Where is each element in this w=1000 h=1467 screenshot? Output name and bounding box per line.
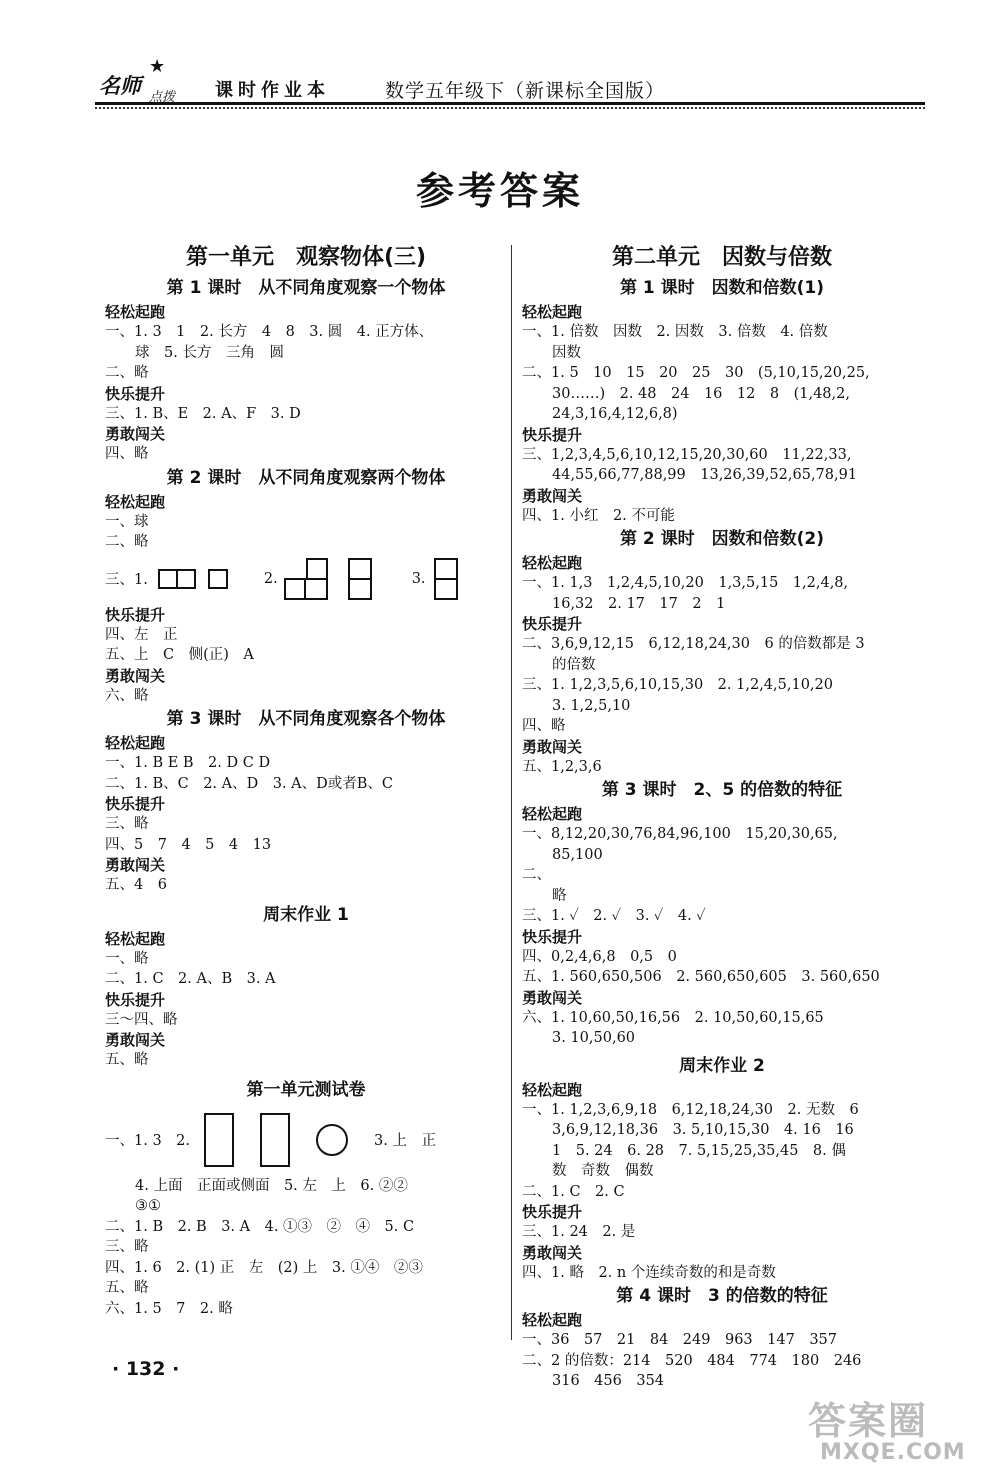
section-heading: 轻松起跑 <box>522 1311 583 1329</box>
answer-line: 二、2 的倍数：214 520 484 774 180 246 <box>522 1352 862 1369</box>
answer-line: 85,100 <box>552 846 603 863</box>
section-heading: 快乐提升 <box>522 1203 583 1221</box>
answer-line: 四、1. 6 2. (1) 正 左 (2) 上 3. ①④ ②③ <box>105 1259 423 1276</box>
section-heading: 轻松起跑 <box>105 929 166 948</box>
figure-answer-row <box>105 1104 507 1176</box>
answer-line: 略 <box>552 887 567 904</box>
answer-line: 30……) 2. 48 24 16 12 8 (1,48,2, <box>552 385 850 402</box>
answer-line: 四、1. 略 2. n 个连续奇数的和是奇数 <box>522 1264 776 1281</box>
answer-line: 四、略 <box>522 718 566 734</box>
answer-line: 三、1,2,3,4,5,6,10,12,15,20,30,60 11,22,33, <box>522 446 852 463</box>
column-divider <box>511 245 512 1340</box>
answer-line: 一、1. 3 1 2. 长方 4 8 3. 圆 4. 正方体、 <box>105 324 434 340</box>
answer-line: 五、1. 560,650,506 2. 560,650,605 3. 560,650 <box>522 969 880 985</box>
answer-line: 一、1. 1,3 1,2,4,5,10,20 1,3,5,15 1,2,4,8, <box>522 575 849 591</box>
figure-answer-row <box>105 553 507 605</box>
view-figure <box>434 558 458 600</box>
section-heading: 勇敢闯关 <box>105 666 166 685</box>
lesson-title: 第 2 课时 从不同角度观察两个物体 <box>166 467 446 488</box>
square-cell <box>284 578 306 600</box>
answer-line: 四、5 7 4 5 4 13 <box>105 836 272 853</box>
answer-line: 二、略 <box>105 365 149 381</box>
answer-line: 六、略 <box>105 687 149 704</box>
answer-line: 一、1. 1,2,3,6,9,18 6,12,18,24,30 2. 无数 6 <box>522 1101 859 1118</box>
answer-line: 一、1. B E B 2. D C D <box>105 755 271 771</box>
unit-title: 第二单元 因数与倍数 <box>611 245 832 270</box>
answer-line: 球 5. 长方 三角 圆 <box>135 344 284 361</box>
answer-line: 三～四、略 <box>105 1011 178 1028</box>
answer-line: 二、1. C 2. A、B 3. A <box>105 971 276 987</box>
lesson-title: 第一单元测试卷 <box>246 1079 366 1100</box>
series-name: 课时作业本 <box>215 80 330 101</box>
section-heading: 勇敢闯关 <box>522 486 583 505</box>
answer-line: 三、略 <box>105 816 149 832</box>
square-cell <box>348 558 372 580</box>
answer-line: 一、球 <box>105 513 149 530</box>
answer-line: 一、36 57 21 84 249 963 147 357 <box>522 1332 838 1348</box>
section-heading: 勇敢闯关 <box>105 1031 166 1049</box>
answer-line: 二、 <box>522 867 551 883</box>
section-heading: 快乐提升 <box>105 384 166 403</box>
answer-line: 二、略 <box>105 534 149 550</box>
view-figure <box>348 558 372 600</box>
left-column <box>105 243 507 1319</box>
answer-line: 六、1. 10,60,50,16,56 2. 10,50,60,15,65 <box>522 1009 824 1026</box>
answer-line: 五、1,2,3,6 <box>522 758 602 775</box>
answer-line: 二、3,6,9,12,15 6,12,18,24,30 6 的倍数都是 3 <box>522 636 865 652</box>
answer-line: 24,3,16,4,12,6,8) <box>552 406 678 422</box>
lesson-title: 第 1 课时 因数和倍数(1) <box>619 278 825 298</box>
lesson-title: 第 3 课时 从不同角度观察各个物体 <box>166 709 446 729</box>
section-heading: 轻松起跑 <box>105 492 166 511</box>
logo-subtext: 点拨 <box>149 90 176 105</box>
right-column <box>522 243 922 1392</box>
answer-line: 1 5. 24 6. 28 7. 5,15,25,35,45 8. 偶 <box>552 1142 846 1159</box>
page-title: 参考答案 <box>415 168 584 213</box>
view-figure <box>158 569 196 589</box>
watermark-url: MXQE.COM <box>820 1440 966 1465</box>
section-heading: 快乐提升 <box>105 795 166 813</box>
answer-line: 二、1. B 2. B 3. A 4. ①③ ② ④ 5. C <box>105 1218 415 1235</box>
answer-line: 三、1. B、E 2. A、F 3. D <box>105 405 301 422</box>
answer-line: 六、1. 5 7 2. 略 <box>105 1300 233 1317</box>
section-heading: 轻松起跑 <box>105 303 166 321</box>
section-heading: 轻松起跑 <box>522 303 583 321</box>
square-cell <box>434 558 458 580</box>
view-figure <box>284 558 328 600</box>
answer-line: 一、8,12,20,30,76,84,96,100 15,20,30,65, <box>522 826 838 842</box>
section-heading: 轻松起跑 <box>105 734 166 752</box>
section-heading: 快乐提升 <box>522 927 583 946</box>
section-heading: 勇敢闯关 <box>105 856 166 874</box>
view-figure <box>208 569 228 589</box>
square-cell <box>434 578 458 600</box>
answer-line: 因数 <box>552 344 581 361</box>
answer-line: 二、1. 5 10 15 20 25 30 (5,10,15,20,25, <box>522 365 870 381</box>
square-cell <box>304 578 328 600</box>
lesson-title: 第 1 课时 从不同角度观察一个物体 <box>166 278 446 298</box>
answer-line: 二、1. C 2. C <box>522 1183 625 1200</box>
answer-line: 44,55,66,77,88,99 13,26,39,52,65,78,91 <box>552 467 858 483</box>
answer-line: 三、略 <box>105 1239 149 1255</box>
square-cell <box>348 578 372 600</box>
tall-rectangle-figure <box>260 1113 290 1167</box>
lesson-title: 周末作业 1 <box>263 904 349 925</box>
answer-line: 五、4 6 <box>105 877 167 893</box>
section-heading: 快乐提升 <box>105 605 166 624</box>
square-cell <box>158 569 178 589</box>
answer-line: 四、1. 小红 2. 不可能 <box>522 507 675 524</box>
unit-title: 第一单元 观察物体(三) <box>185 245 427 270</box>
answer-line: 四、左 正 <box>105 626 178 643</box>
section-heading: 轻松起跑 <box>522 554 583 572</box>
page-number: · 132 · <box>112 1358 180 1380</box>
answer-line: 五、上 C 侧(正) A <box>105 647 254 663</box>
answer-line: 一、1. 倍数 因数 2. 因数 3. 倍数 4. 倍数 <box>522 324 828 340</box>
answer-line: 数 奇数 偶数 <box>552 1163 654 1179</box>
section-heading: 勇敢闯关 <box>105 425 166 443</box>
watermark-text: 答案圈 <box>808 1399 929 1443</box>
answer-line: 316 456 354 <box>552 1373 665 1389</box>
publisher-logo <box>95 56 207 106</box>
lesson-title: 第 2 课时 因数和倍数(2) <box>619 529 825 549</box>
tall-rectangle-figure <box>204 1113 234 1167</box>
header-dotted-rule <box>95 107 925 109</box>
answer-line: 二、1. B、C 2. A、D 3. A、D或者B、C <box>105 775 394 792</box>
answer-line: 3. 10,50,60 <box>552 1030 636 1046</box>
answer-label: 3. 上 正 <box>374 1133 436 1149</box>
star-icon: ★ <box>149 56 166 77</box>
book-title: 数学五年级下（新课标全国版） <box>385 80 666 102</box>
section-heading: 轻松起跑 <box>522 1080 583 1099</box>
square-cell <box>176 569 196 589</box>
section-heading: 轻松起跑 <box>522 805 583 823</box>
lesson-title: 周末作业 2 <box>679 1055 765 1076</box>
square-cell <box>208 569 228 589</box>
section-heading: 勇敢闯关 <box>522 988 583 1007</box>
lesson-title: 第 3 课时 2、5 的倍数的特征 <box>601 780 843 800</box>
section-heading: 勇敢闯关 <box>522 1243 583 1262</box>
answer-line: 五、略 <box>105 1052 149 1068</box>
logo-text: 名师 <box>99 73 141 98</box>
answer-label: 2. <box>263 570 278 587</box>
page-header <box>95 56 925 110</box>
answer-label: 一、1. 3 2. <box>105 1133 191 1149</box>
header-rule <box>95 102 925 105</box>
section-heading: 快乐提升 <box>522 425 583 444</box>
section-heading: 勇敢闯关 <box>522 737 583 756</box>
answer-line: 16,32 2. 17 17 2 1 <box>552 595 726 612</box>
watermark <box>808 1390 966 1465</box>
circle-figure <box>316 1124 348 1156</box>
answer-line: ③① <box>135 1198 161 1214</box>
answer-label: 三、1. <box>105 572 148 588</box>
answer-line: 3,6,9,12,18,36 3. 5,10,15,30 4. 16 16 <box>552 1122 854 1138</box>
answer-line: 三、1. 24 2. 是 <box>522 1224 636 1240</box>
answer-line: 一、略 <box>105 950 149 967</box>
section-heading: 快乐提升 <box>522 615 583 633</box>
answer-line: 三、1. 1,2,3,5,6,10,15,30 2. 1,2,4,5,10,20 <box>522 677 833 693</box>
answer-line: 四、略 <box>105 446 149 462</box>
answer-label: 3. <box>411 570 426 587</box>
answer-line: 五、略 <box>105 1280 149 1296</box>
answer-line: 4. 上面 正面或侧面 5. 左 上 6. ②② <box>135 1177 408 1194</box>
answer-line: 3. 1,2,5,10 <box>552 697 631 714</box>
section-heading: 快乐提升 <box>105 990 166 1009</box>
answer-line: 的倍数 <box>552 656 596 673</box>
lesson-title: 第 4 课时 3 的倍数的特征 <box>616 1286 828 1306</box>
answer-line: 四、0,2,4,6,8 0,5 0 <box>522 948 677 965</box>
square-cell <box>306 558 328 580</box>
answer-line: 三、1. ✓ 2. ✓ 3. ✓ 4. ✓ <box>522 908 706 924</box>
